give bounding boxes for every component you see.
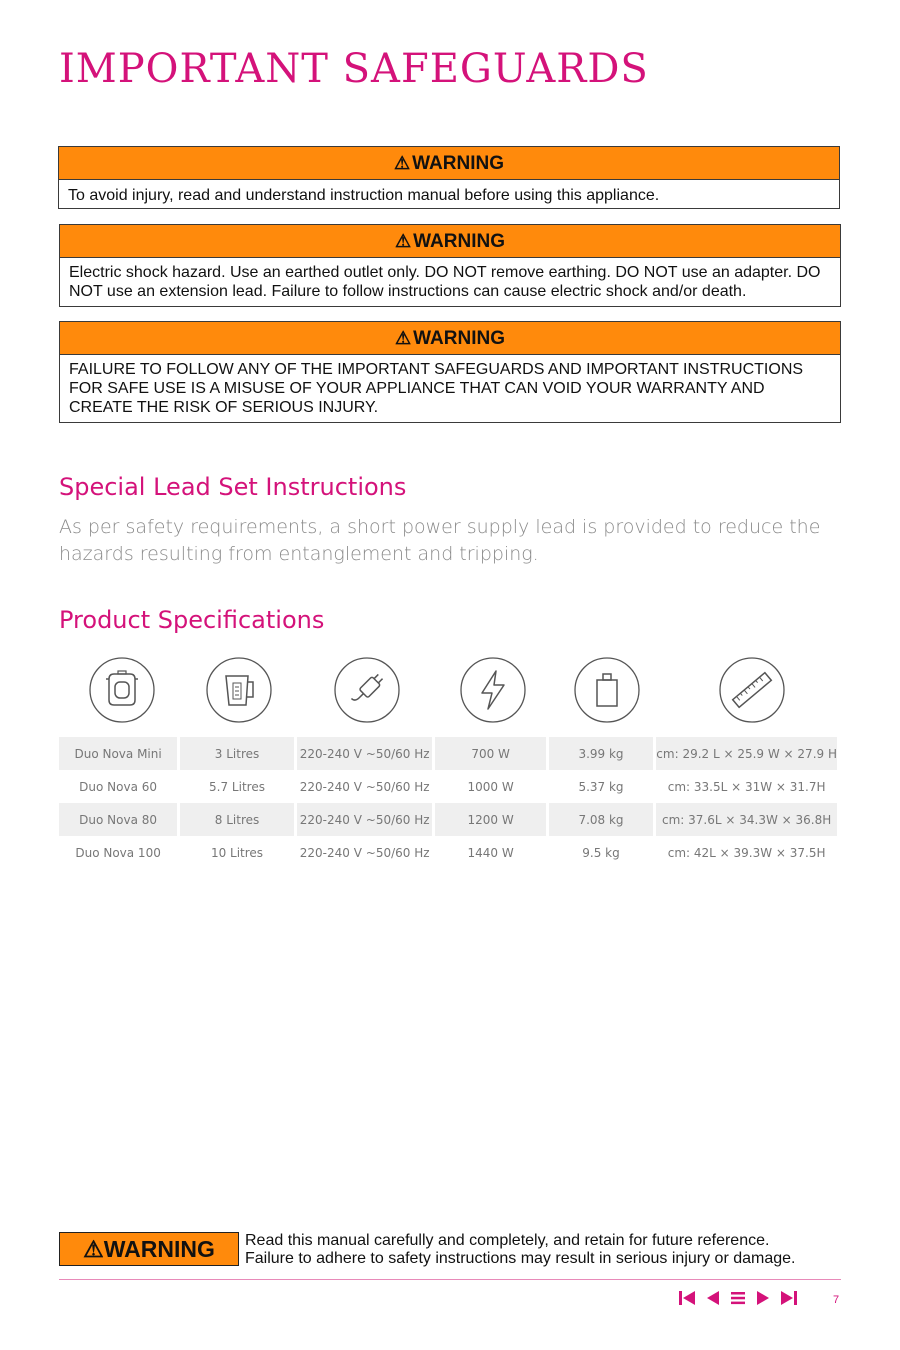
dimensions-cell: cm: 33.5L × 31W × 31.7H: [667, 779, 826, 794]
power-cell: 1200 W: [435, 803, 545, 836]
page-number: 7: [833, 1294, 840, 1306]
warning-box-3: [59, 321, 841, 423]
pressure-cooker-icon: [89, 657, 155, 723]
lead-set-text: As per safety requirements, a short power supply lead is provided to reduce the hazards resulting from entanglement and tripping.: [59, 516, 821, 565]
table-row: [59, 836, 837, 869]
power-bolt-icon: [460, 657, 526, 723]
warning-header: ⚠ WARNING: [59, 147, 839, 180]
footer-warning-text: Read this manual carefully and completely, and retain for future reference. Failure to adhere to safety instructions may result in serious injury or damage.: [245, 1232, 796, 1267]
weight-cell: 7.08 kg: [549, 803, 654, 836]
power-cell: 1440 W: [467, 845, 514, 860]
page-title: IMPORTANT SAFEGUARDS: [59, 46, 649, 92]
warning-box-2: [59, 224, 841, 307]
weight-cell: 3.99 kg: [549, 737, 654, 770]
voltage-cell: 220-240 V ~50/60 Hz: [299, 845, 430, 860]
warning-triangle-icon: ⚠: [83, 1236, 104, 1262]
capacity-jug-icon: [206, 657, 272, 723]
voltage-cell: 220-240 V ~50/60 Hz: [299, 779, 430, 794]
capacity-cell: 3 Litres: [180, 737, 294, 770]
power-cell: 700 W: [435, 737, 545, 770]
model-cell: Duo Nova 100: [75, 845, 161, 860]
weight-icon: [574, 657, 640, 723]
warning-triangle-icon: ⚠: [395, 231, 412, 251]
table-row: [59, 770, 837, 803]
first-page-icon[interactable]: [678, 1290, 696, 1306]
dimensions-cell: cm: 29.2 L × 25.9 W × 27.9 H: [656, 737, 837, 770]
model-cell: Duo Nova 60: [79, 779, 158, 794]
warning-text: FAILURE TO FOLLOW ANY OF THE IMPORTANT SAFEGUARDS AND IMPORTANT INSTRUCTIONS FOR SAFE USE IS A MISUSE OF YOUR APPLIANCE THAT CAN VOID YOUR WARRANTY AND CREATE THE RISK OF SERIOUS INJURY.: [69, 361, 804, 416]
last-page-icon[interactable]: [780, 1290, 798, 1306]
table-row: [59, 803, 837, 836]
model-cell: Duo Nova Mini: [59, 737, 177, 770]
model-cell: Duo Nova 80: [59, 803, 177, 836]
dimensions-cell: cm: 42L × 39.3W × 37.5H: [667, 845, 826, 860]
previous-page-icon[interactable]: [706, 1290, 720, 1306]
table-row: [59, 737, 837, 770]
footer-warning-badge: ⚠WARNING: [59, 1232, 239, 1266]
weight-cell: 5.37 kg: [578, 779, 624, 794]
specifications-table: [56, 737, 840, 869]
capacity-cell: 8 Litres: [180, 803, 294, 836]
weight-cell: 9.5 kg: [582, 845, 620, 860]
footer-divider: [59, 1279, 841, 1280]
next-page-icon[interactable]: [756, 1290, 770, 1306]
voltage-cell: 220-240 V ~50/60 Hz: [297, 803, 433, 836]
warning-text: To avoid injury, read and understand instruction manual before using this appliance.: [68, 187, 660, 204]
plug-icon: [334, 657, 400, 723]
power-cell: 1000 W: [467, 779, 514, 794]
warning-header: ⚠ WARNING: [60, 322, 840, 355]
lead-set-heading: Special Lead Set Instructions: [59, 473, 407, 501]
page-navigation: [678, 1288, 798, 1308]
specifications-heading: Product Specifications: [59, 606, 325, 634]
warning-triangle-icon: ⚠: [395, 328, 412, 348]
warning-text: Electric shock hazard. Use an earthed outlet only. DO NOT remove earthing. DO NOT use an adapter. DO NOT use an extension lead. Failure to follow instructions can cause electric shock and/or death.: [69, 264, 821, 300]
warning-triangle-icon: ⚠: [394, 153, 411, 173]
warning-header: ⚠ WARNING: [60, 225, 840, 258]
dimensions-cell: cm: 37.6L × 34.3W × 36.8H: [656, 803, 837, 836]
capacity-cell: 5.7 Litres: [209, 779, 265, 794]
ruler-icon: [719, 657, 785, 723]
warning-box-1: [58, 146, 840, 209]
voltage-cell: 220-240 V ~50/60 Hz: [297, 737, 433, 770]
capacity-cell: 10 Litres: [210, 845, 264, 860]
menu-icon[interactable]: [730, 1290, 746, 1306]
